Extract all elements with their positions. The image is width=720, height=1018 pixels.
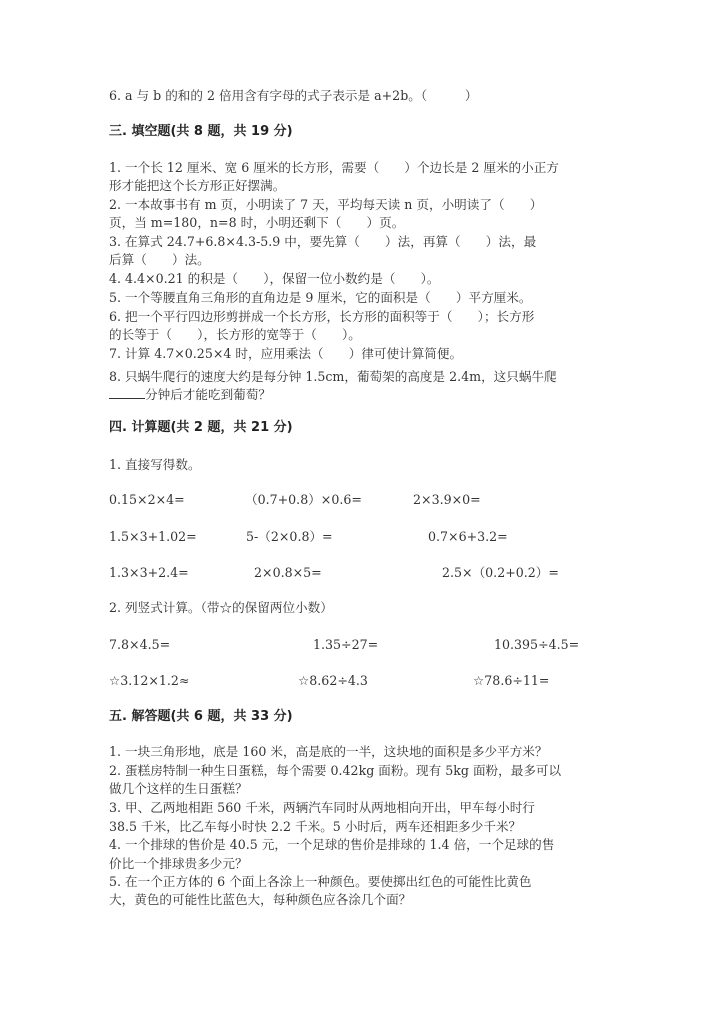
answer-blank	[109, 388, 145, 399]
fill-line: 7. 计算 4.7×0.25×4 时，应用乘法（ ）律可使计算简便。	[109, 346, 463, 361]
calc-expr: 2.5×（0.2+0.2）=	[442, 565, 559, 580]
problem-line: 4. 一个排球的售价是 40.5 元，一个足球的售价是排球的 1.4 倍，一个足球的售	[109, 837, 555, 852]
vertical-calc-expr: 7.8×4.5=	[109, 637, 171, 652]
fill-line: 8. 只蜗牛爬行的速度大约是每分钟 1.5cm，葡萄架的高度是 2.4m，这只蜗牛爬	[109, 369, 557, 384]
fill-line: 1. 一个长 12 厘米、宽 6 厘米的长方形，需要（ ）个边长是 2 厘米的小正方	[109, 160, 559, 175]
calc-expr: 2×0.8×5=	[254, 565, 322, 580]
fill-line-last	[109, 387, 271, 403]
q1-title: 1. 直接写得数。	[109, 457, 201, 472]
calc-expr: 0.7×6+3.2=	[428, 529, 508, 544]
calc-expr: 2×3.9×0=	[413, 492, 481, 507]
calc-expr: （0.7+0.8）×0.6=	[245, 492, 362, 507]
problem-line: 3. 甲、乙两地相距 560 千米，两辆汽车同时从两地相向开出，甲车每小时行	[109, 800, 535, 815]
problem-line: 5. 在一个正方体的 6 个面上各涂上一种颜色。要使掷出红色的可能性比黄色	[109, 874, 532, 889]
problem-line: 价比一个排球贵多少元？	[109, 856, 248, 871]
problem-line: 做几个这样的生日蛋糕？	[109, 781, 248, 796]
fill-line: 后算（ ）法。	[109, 252, 210, 267]
fill-line: 页，当 m=180，n=8 时，小明还剩下（ ）页。	[109, 215, 405, 230]
problem-line: 38.5 千米，比乙车每小时快 2.2 千米。5 小时后，两车还相距多少千米？	[109, 819, 522, 834]
fill-line: 4. 4.4×0.21 的积是（ ），保留一位小数约是（ ）。	[109, 271, 440, 286]
fill-line: 5. 一个等腰直角三角形的直角边是 9 厘米，它的面积是（ ）平方厘米。	[109, 290, 532, 305]
section-4-heading: 四. 计算题(共 2 题，共 21 分)	[109, 420, 293, 435]
fill-line: 的长等于（ ），长方形的宽等于（ ）。	[109, 327, 361, 342]
problem-line: 2. 蛋糕房特制一种生日蛋糕，每个需要 0.42kg 面粉。现有 5kg 面粉，最多可以	[109, 763, 562, 778]
vertical-calc-expr: ☆8.62÷4.3	[298, 673, 368, 688]
problem-line: 大，黄色的可能性比蓝色大，每种颜色应各涂几个面？	[109, 892, 412, 907]
vertical-calc-expr: ☆78.6÷11=	[473, 673, 550, 688]
vertical-calc-expr: 10.395÷4.5=	[494, 637, 580, 652]
calc-expr: 0.15×2×4=	[109, 492, 185, 507]
fill-line: 2. 一本故事书有 m 页，小明读了 7 天，平均每天读 n 页，小明读了（ ）	[109, 197, 543, 212]
fill-line-text: 分钟后才能吃到葡萄？	[145, 387, 271, 402]
fill-line: 3. 在算式 24.7+6.8×4.3-5.9 中，要先算（ ）法，再算（ ）法，最	[109, 234, 537, 249]
problem-line: 1. 一块三角形地，底是 160 米，高是底的一半，这块地的面积是多少平方米？	[109, 744, 548, 759]
calc-expr: 5-（2×0.8）=	[246, 529, 333, 544]
q2-title: 2. 列竖式计算。（带☆的保留两位小数）	[109, 600, 333, 615]
true-false-item-6: 6. a 与 b 的和的 2 倍用含有字母的式子表示是 a+2b。（ ）	[109, 88, 478, 103]
vertical-calc-expr: 1.35÷27=	[313, 637, 379, 652]
calc-expr: 1.5×3+1.02=	[109, 529, 197, 544]
fill-line: 6. 把一个平行四边形剪拼成一个长方形，长方形的面积等于（ ）；长方形	[109, 309, 535, 324]
calc-expr: 1.3×3+2.4=	[109, 565, 189, 580]
vertical-calc-expr: ☆3.12×1.2≈	[109, 673, 190, 688]
section-3-heading: 三. 填空题(共 8 题，共 19 分)	[109, 124, 293, 139]
section-5-heading: 五. 解答题(共 6 题，共 33 分)	[109, 709, 293, 724]
fill-line: 形才能把这个长方形正好摆满。	[109, 178, 286, 193]
